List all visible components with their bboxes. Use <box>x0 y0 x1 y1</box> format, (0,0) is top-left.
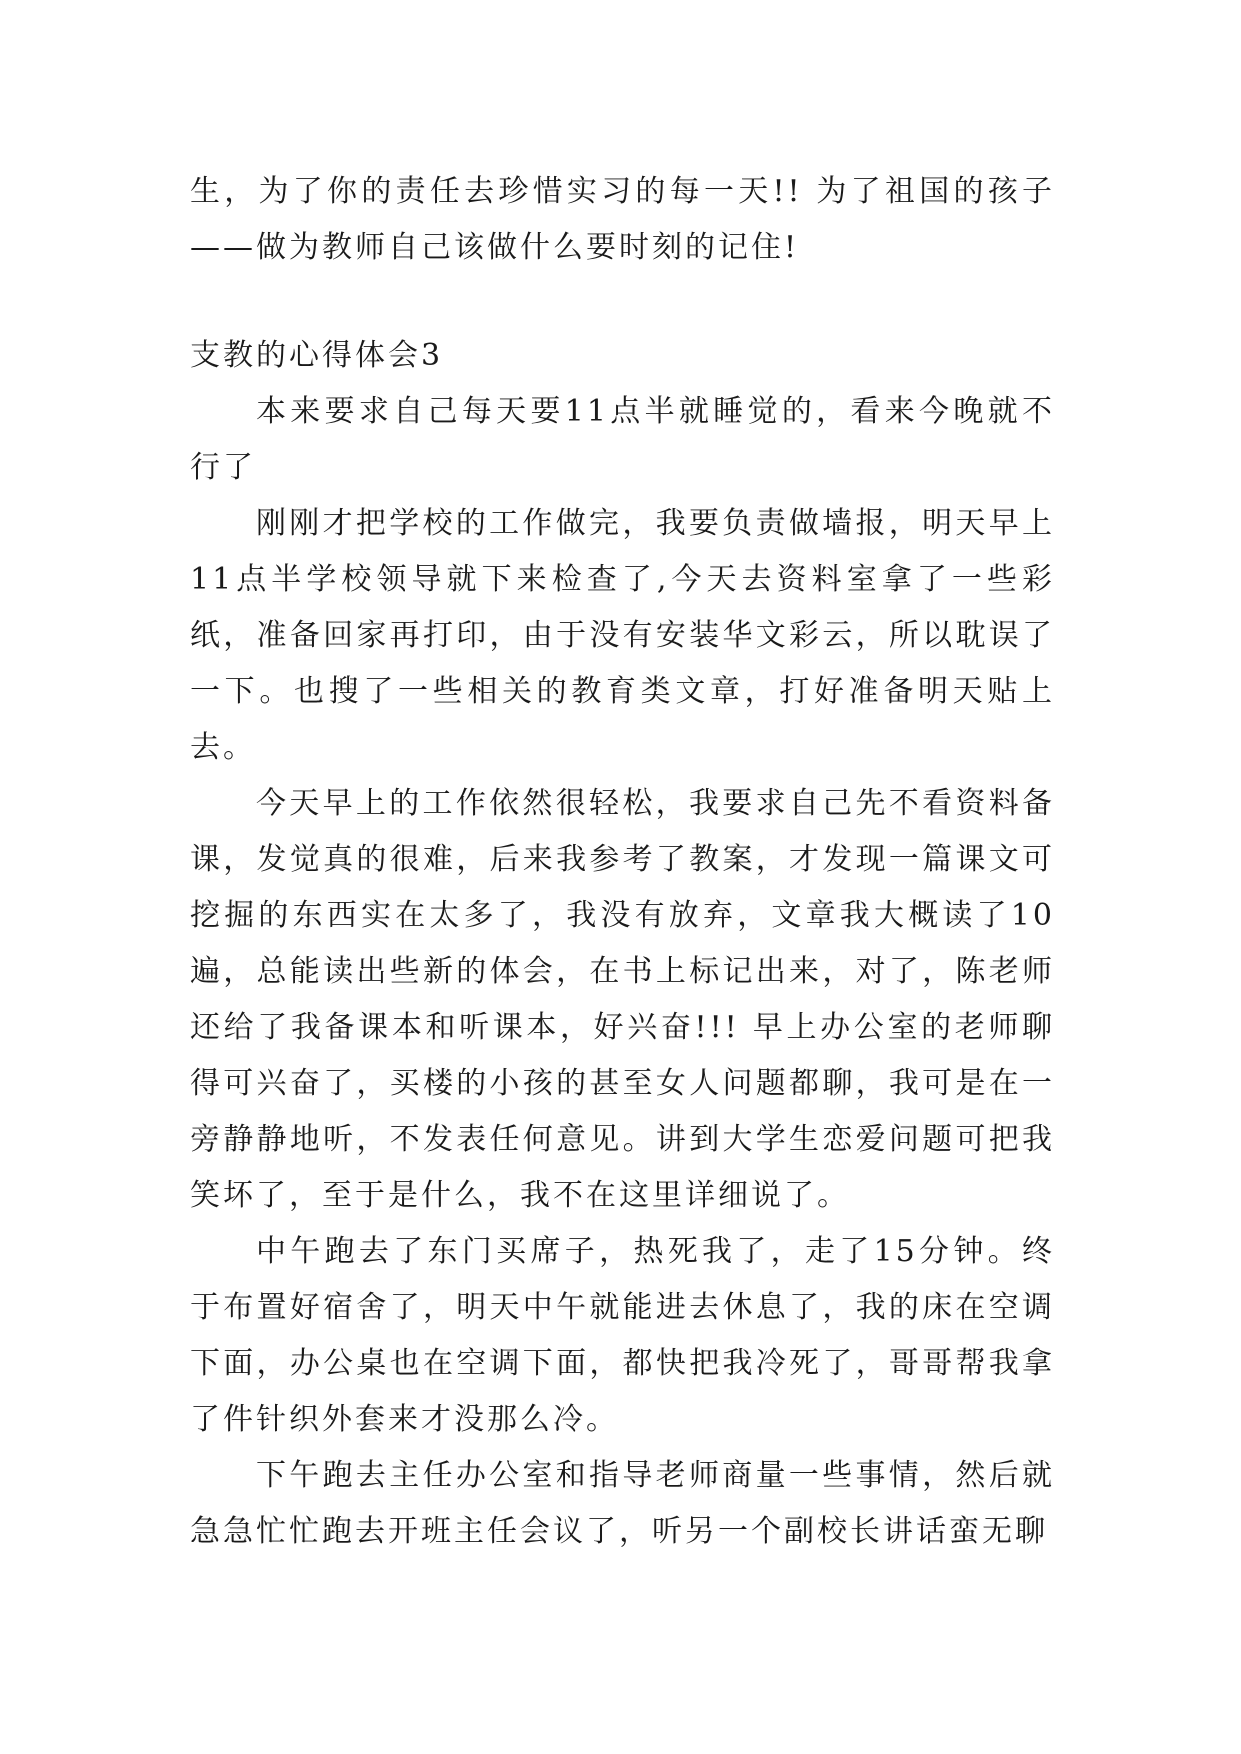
paragraph-2: 刚刚才把学校的工作做完，我要负责做墙报，明天早上11点半学校领导就下来检查了,今天去资料室拿了一些彩纸，准备回家再打印，由于没有安装华文彩云，所以耽误了一下。也搜了一些相关的教育类文章，打好准备明天贴上去。 <box>190 506 1055 765</box>
section-heading: 支教的心得体会3 <box>190 338 444 373</box>
paragraph-4: 中午跑去了东门买席子，热死我了，走了15分钟。终于布置好宿舍了，明天中午就能进去休息了，我的床在空调下面，办公桌也在空调下面，都快把我冷死了，哥哥帮我拿了件针织外套来才没那么冷。 <box>190 1234 1055 1437</box>
paragraph-5: 下午跑去主任办公室和指导老师商量一些事情，然后就急急忙忙跑去开班主任会议了，听另一个副校长讲话蛮无聊 <box>190 1458 1055 1549</box>
paragraph-1: 本来要求自己每天要11点半就睡觉的，看来今晚就不行了 <box>190 394 1055 485</box>
paragraph-3: 今天早上的工作依然很轻松，我要求自己先不看资料备课，发觉真的很难，后来我参考了教案，才发现一篇课文可挖掘的东西实在太多了，我没有放弃，文章我大概读了10遍，总能读出些新的体会，在书上标记出来，对了，陈老师还给了我备课本和听课本，好兴奋!!! 早上办公室的老师聊得可兴奋了，买楼的小孩的甚至女人问题都聊，我可是在一旁静静地听，不发表任何意见。讲到大学生恋爱问题可把我笑坏了，至于是什么，我不在这里详细说了。 <box>190 786 1055 1213</box>
document-body <box>190 164 1055 1560</box>
continued-paragraph: 生，为了你的责任去珍惜实习的每一天!! 为了祖国的孩子——做为教师自己该做什么要时刻的记住! <box>190 174 1055 265</box>
